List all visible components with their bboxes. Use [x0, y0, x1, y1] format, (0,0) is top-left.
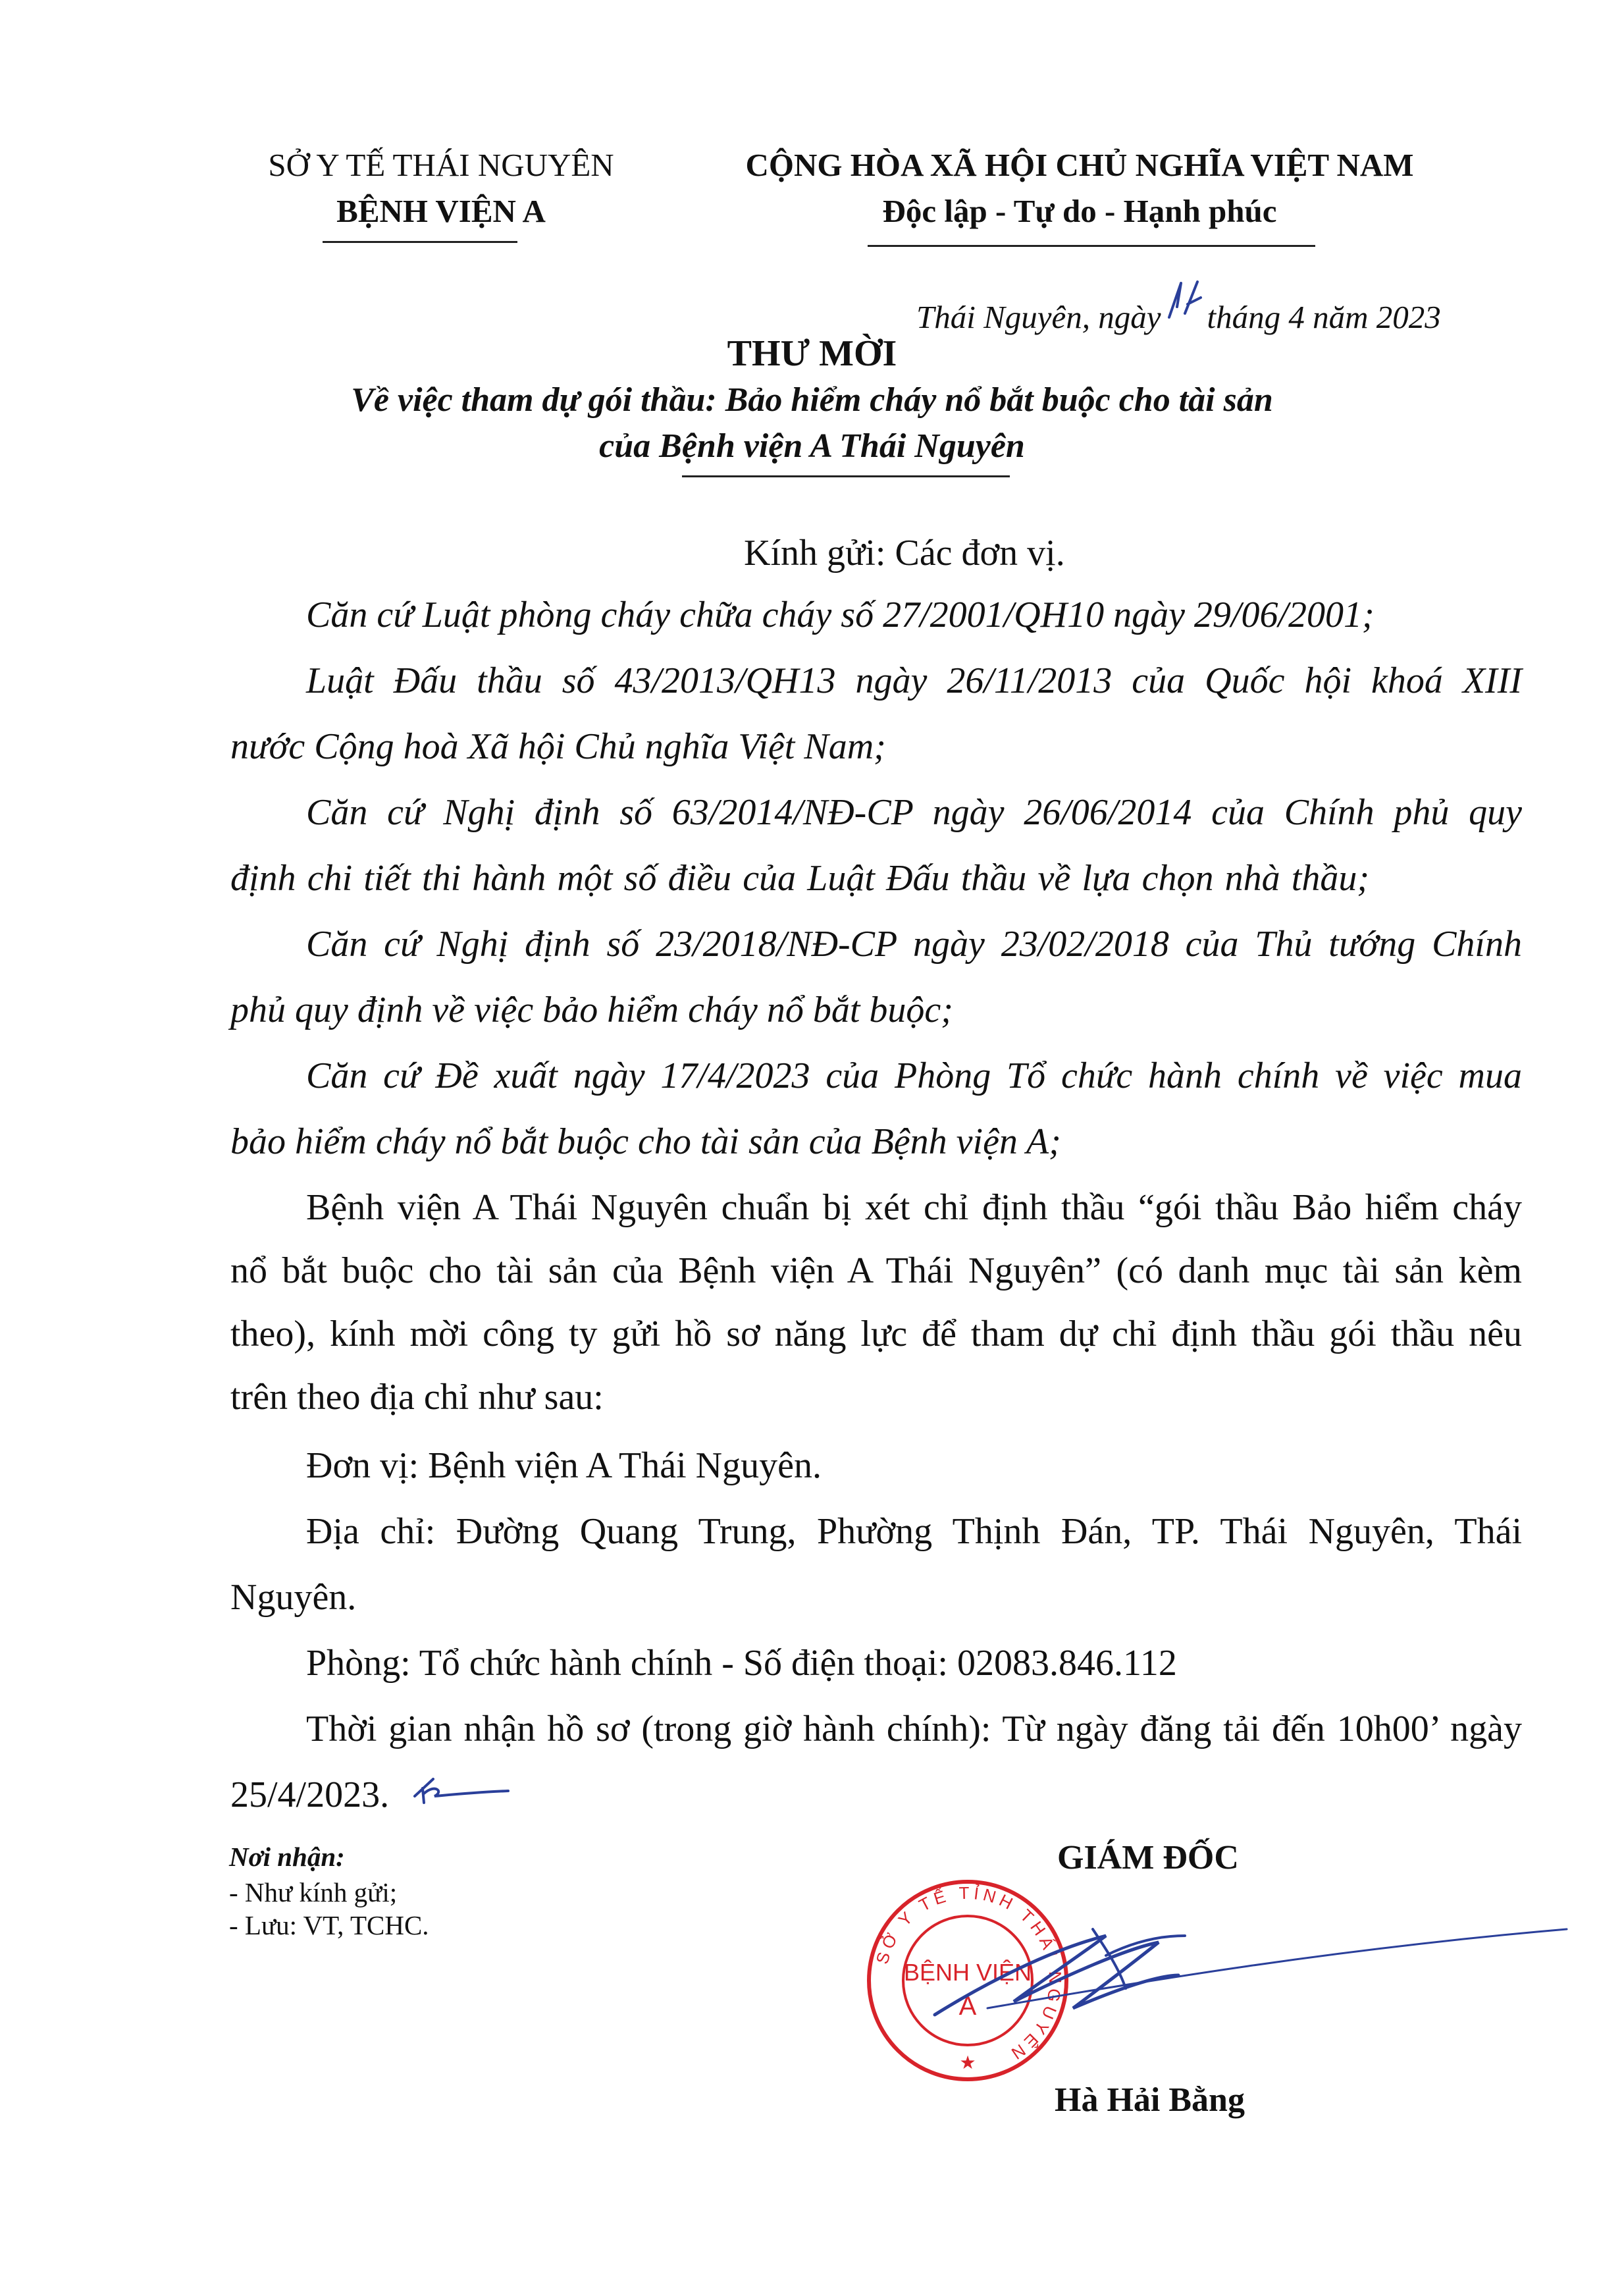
- contact-phone: Phòng: Tổ chức hành chính - Số điện thoại: 02083.846.112: [306, 1643, 1177, 1684]
- signer-name: Hà Hải Bằng: [1055, 2081, 1245, 2119]
- contact-address-line-1: Địa chỉ: Đường Quang Trung, Phường Thịnh Đán, TP. Thái Nguyên, Thái: [306, 1511, 1522, 1552]
- basis-line-8: Căn cứ Đề xuất ngày 17/4/2023 của Phòng Tổ chức hành chính về việc mua: [306, 1055, 1522, 1096]
- date-suffix: tháng 4 năm 2023: [1207, 299, 1441, 335]
- recipient-item: - Như kính gửi;: [229, 1877, 398, 1907]
- basis-line-6: Căn cứ Nghị định số 23/2018/NĐ-CP ngày 23/02/2018 của Thủ tướng Chính: [306, 924, 1522, 965]
- submission-time-line-1: Thời gian nhận hồ sơ (trong giờ hành chính): Từ ngày đăng tải đến 10h00’ ngày: [306, 1709, 1522, 1749]
- basis-line-2: Luật Đấu thầu số 43/2013/QH13 ngày 26/11/2013 của Quốc hội khoá XIII: [306, 660, 1522, 701]
- invitation-line-3: theo), kính mời công ty gửi hồ sơ năng lực để tham dự chỉ định thầu gói thầu nêu: [230, 1314, 1522, 1354]
- submission-time-line-2: 25/4/2023.: [230, 1774, 390, 1815]
- handwritten-day: [1161, 278, 1207, 332]
- invitation-line-1: Bệnh viện A Thái Nguyên chuẩn bị xét chỉ định thầu “gói thầu Bảo hiểm cháy: [306, 1187, 1522, 1228]
- issuing-authority: SỞ Y TẾ THÁI NGUYÊN: [268, 147, 614, 183]
- handwritten-day-mark: [1161, 278, 1207, 324]
- basis-line-9: bảo hiểm cháy nổ bắt buộc cho tài sản của Bệnh viện A;: [230, 1121, 1061, 1162]
- salutation: Kính gửi: Các đơn vị.: [744, 533, 1065, 573]
- invitation-line-4: trên theo địa chỉ như sau:: [230, 1377, 604, 1418]
- subject-line-2: của Bệnh viện A Thái Nguyên: [599, 427, 1025, 465]
- document-title: THƯ MỜI: [727, 333, 897, 374]
- subject-line-1: Về việc tham dự gói thầu: Bảo hiểm cháy nổ bắt buộc cho tài sản: [351, 381, 1273, 419]
- basis-line-5: định chi tiết thi hành một số điều của Luật Đấu thầu về lựa chọn nhà thầu;: [230, 858, 1369, 899]
- handwritten-signature: [908, 1909, 1580, 2054]
- org-underline: [323, 241, 517, 243]
- initials-mark: [409, 1770, 515, 1809]
- basis-line-4: Căn cứ Nghị định số 63/2014/NĐ-CP ngày 26/06/2014 của Chính phủ quy: [306, 792, 1522, 833]
- issuing-organization: BỆNH VIỆN A: [336, 193, 546, 229]
- motto-underline: [868, 245, 1315, 247]
- signer-position: GIÁM ĐỐC: [1057, 1839, 1239, 1876]
- date-prefix: Thái Nguyên, ngày: [916, 299, 1161, 335]
- svg-text:A: A: [958, 1992, 977, 2021]
- contact-unit: Đơn vị: Bệnh viện A Thái Nguyên.: [306, 1445, 822, 1486]
- basis-line-3: nước Cộng hoà Xã hội Chủ nghĩa Việt Nam;: [230, 726, 886, 767]
- national-motto: Độc lập - Tự do - Hạnh phúc: [882, 193, 1277, 229]
- svg-text:BỆNH VIỆN: BỆNH VIỆN: [903, 1959, 1032, 1986]
- recipients-title: Nơi nhận:: [229, 1842, 345, 1872]
- subject-underline: [682, 475, 1010, 477]
- contact-address-line-2: Nguyên.: [230, 1577, 357, 1618]
- basis-line-7: phủ quy định về việc bảo hiểm cháy nổ bắt buộc;: [230, 990, 953, 1030]
- svg-text:SỞ Y TẾ TỈNH THÁI NGUYÊN: SỞ Y TẾ TỈNH THÁI NGUYÊN: [872, 1882, 1066, 2066]
- date-line: [916, 282, 1441, 336]
- invitation-line-2: nổ bắt buộc cho tài sản của Bệnh viện A Thái Nguyên” (có danh mục tài sản kèm: [230, 1250, 1522, 1291]
- basis-line-1: Căn cứ Luật phòng cháy chữa cháy số 27/2001/QH10 ngày 29/06/2001;: [306, 595, 1375, 635]
- recipient-item: - Lưu: VT, TCHC.: [229, 1910, 429, 1940]
- svg-text:★: ★: [959, 2052, 976, 2073]
- national-title: CỘNG HÒA XÃ HỘI CHỦ NGHĨA VIỆT NAM: [745, 147, 1414, 183]
